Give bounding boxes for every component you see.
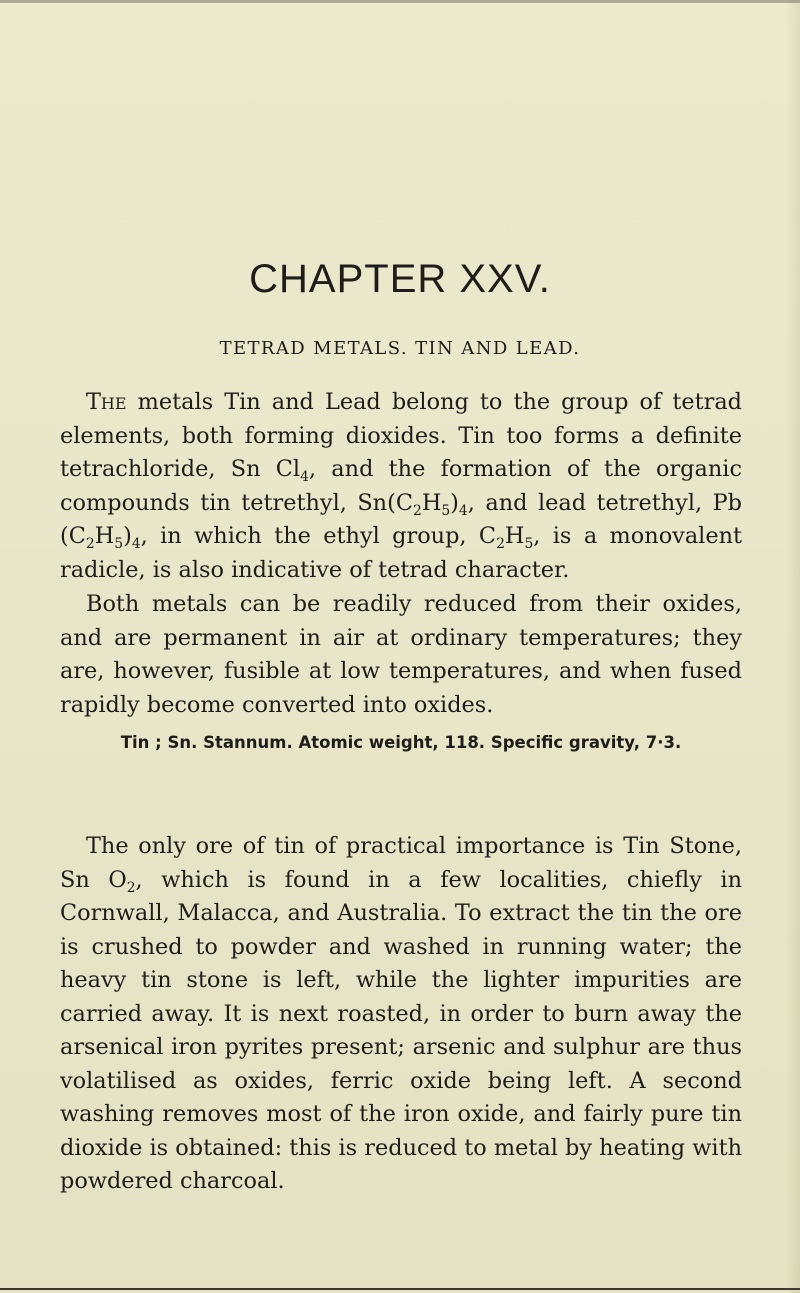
para1-sub: 5: [441, 502, 451, 519]
para1-text-c: H: [421, 489, 442, 516]
para3-sub: 2: [126, 879, 136, 896]
para1-sub: 4: [131, 535, 141, 552]
page-right-edge: [786, 0, 800, 1293]
page-top-edge: [0, 0, 800, 3]
para1-text-g: ): [123, 523, 132, 549]
para1-text-e: , and lead tetrethyl, Pb (C: [60, 489, 742, 549]
para3-text-b: , which is found in a few localities, chiefly in Cornwall, Malacca, and Australia. To extract the tin the ore is crushed to powder and washed in running water; the heavy tin stone is left, while the lighter impurities are carried away. It is next roasted, in order to burn away the arsenical iron pyrites present; arsenic and sulphur are thus volatilised as oxides, ferric oxide being left. A second washing removes most of the iron oxide, and fairly pure tin dioxide is obtained: this is reduced to metal by heating with powdered charcoal.: [60, 866, 742, 1194]
para1-text-a: metals Tin and Lead belong to the group of tetrad elements, both forming dioxides. Tin too forms a definite tetrachloride, Sn Cl: [60, 389, 742, 482]
para1-sub: 4: [458, 502, 468, 519]
para1-text-f: H: [94, 523, 115, 549]
para1-text-i: H: [504, 523, 525, 549]
para1-text-h: , in which the ethyl group, C: [140, 523, 497, 549]
section-heading-tin: Tin ; Sn. Stannum. Atomic weight, 118. Specific gravity, 7·3.: [120, 733, 682, 752]
chapter-subtitle: TETRAD METALS. TIN AND LEAD.: [219, 338, 581, 359]
chapter-title: CHAPTER XXV.: [249, 257, 551, 301]
page-bottom-edge: [0, 1288, 800, 1290]
para1-text-b: , and the formation of the organic compounds tin tetrethyl, Sn(C: [60, 456, 742, 516]
paragraph-reduction: Both metals can be readily reduced from their oxides, and are permanent in air at ordinary temperatures; they are, however, fusible at low temperatures, and when fused rapidly become converted into oxides.: [60, 591, 742, 718]
paragraph-intro: [60, 386, 742, 587]
para1-text-d: ): [450, 489, 459, 516]
para1-sub: 2: [85, 535, 95, 552]
para3-text-a: The only ore of tin of practical importance is Tin Stone, Sn O: [60, 833, 742, 893]
para1-sub: 4: [300, 468, 309, 485]
para1-sub: 2: [412, 502, 422, 519]
para1-text-j: , is a monovalent radicle, is also indicative of tetrad character.: [60, 523, 743, 583]
para1-sub: 5: [114, 535, 124, 552]
para1-sub: 5: [524, 535, 534, 552]
paragraph-tin-ore: [60, 830, 742, 1199]
lead-word: The: [86, 389, 127, 415]
para1-sub: 2: [496, 535, 505, 552]
